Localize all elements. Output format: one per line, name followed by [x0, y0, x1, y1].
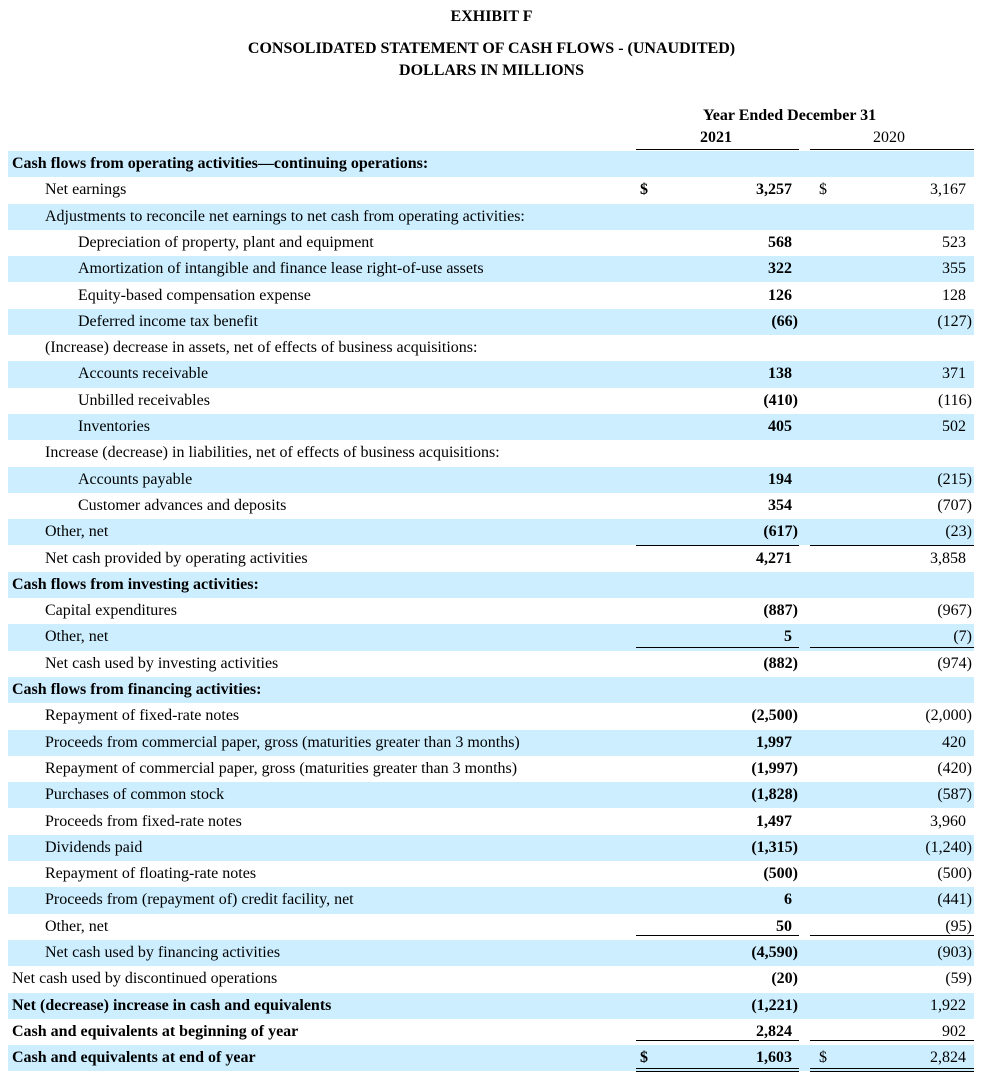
row-label: Cash flows from operating activities—continuing operations:	[12, 155, 429, 172]
value-2020: 420	[942, 733, 966, 751]
row-label: Net cash provided by operating activities	[45, 549, 308, 567]
subtotal-rule-financing-2021	[636, 935, 799, 936]
value-2020: (2,000)	[925, 707, 972, 725]
value-2020: 128	[942, 286, 966, 304]
value-2021: 1,997	[756, 733, 792, 751]
value-2021: 568	[768, 233, 792, 251]
value-2021: (1,221)	[751, 996, 798, 1014]
value-2021: (617)	[763, 523, 798, 541]
value-2021: 1,497	[756, 812, 792, 830]
value-2020: 3,167	[930, 181, 966, 199]
table-row	[8, 993, 974, 1019]
row-label: Customer advances and deposits	[78, 496, 287, 514]
table-row	[8, 572, 974, 598]
value-2021: 138	[768, 365, 792, 383]
value-2021: (1,828)	[751, 786, 798, 804]
table-row	[8, 151, 974, 177]
table-row	[8, 835, 974, 861]
subtotal-rule-financing-2020	[810, 935, 974, 936]
subtotal-rule-operating-2021	[636, 545, 799, 546]
row-label: Cash and equivalents at end of year	[12, 1049, 256, 1067]
dollar-sign-2020: $	[819, 1049, 827, 1067]
table-row	[8, 361, 974, 387]
total-double-rule-2021	[636, 1068, 799, 1072]
table-row	[8, 703, 974, 729]
subtotal-rule-operating-2020	[810, 545, 974, 546]
table-row	[8, 467, 974, 493]
row-label: Other, net	[45, 628, 109, 646]
subtotal-rule-netchange-2020	[810, 1040, 974, 1041]
subtotal-rule-netchange-2021	[636, 1040, 799, 1041]
value-2021: 354	[768, 496, 792, 514]
year-2021-header: 2021	[700, 129, 732, 146]
row-label: Cash flows from investing activities:	[12, 575, 259, 593]
value-2020: (7)	[953, 628, 972, 646]
value-2021: (2,500)	[751, 707, 798, 725]
value-2021: 126	[768, 286, 792, 304]
value-2021: 6	[784, 891, 792, 909]
table-row	[8, 756, 974, 782]
dollar-sign-2021: $	[640, 1049, 648, 1067]
value-2020: (967)	[937, 602, 972, 620]
table-row	[8, 440, 974, 466]
table-row	[8, 177, 974, 203]
row-label: Proceeds from fixed-rate notes	[45, 812, 242, 830]
row-label: Net cash used by investing activities	[45, 654, 279, 672]
dollar-sign-2021: $	[640, 181, 648, 199]
value-2021: 322	[768, 260, 792, 278]
table-row	[8, 887, 974, 913]
table-row	[8, 388, 974, 414]
row-label: Accounts payable	[78, 470, 193, 488]
value-2021: (4,590)	[751, 944, 798, 961]
value-2020: (974)	[937, 654, 972, 672]
row-label: Repayment of commercial paper, gross (maturities greater than 3 months)	[45, 759, 518, 777]
row-label: Unbilled receivables	[78, 391, 210, 409]
value-2020: 502	[942, 418, 966, 435]
statement-subtitle: DOLLARS IN MILLIONS	[399, 62, 584, 79]
row-label: Accounts receivable	[78, 365, 209, 383]
exhibit-label: EXHIBIT F	[450, 8, 533, 25]
table-row	[8, 283, 974, 309]
row-label: Net earnings	[45, 181, 127, 199]
row-label: (Increase) decrease in assets, net of effects of business acquisitions:	[45, 339, 478, 357]
row-label: Deferred income tax benefit	[78, 312, 258, 330]
value-2020: (420)	[937, 759, 972, 777]
value-2020: (59)	[945, 970, 972, 988]
value-2021: 4,271	[756, 549, 792, 567]
value-2020: (127)	[937, 312, 972, 330]
value-2020: (441)	[937, 891, 972, 909]
value-2021: (20)	[771, 970, 798, 988]
row-label: Repayment of fixed-rate notes	[45, 707, 240, 725]
row-label: Dividends paid	[45, 838, 143, 856]
row-label: Increase (decrease) in liabilities, net of effects of business acquisitions:	[45, 444, 500, 462]
value-2021: 1,603	[756, 1049, 792, 1067]
value-2021: (500)	[763, 865, 798, 883]
row-label: Net cash used by financing activities	[45, 944, 281, 961]
value-2020: 355	[942, 260, 966, 278]
table-row	[8, 414, 974, 440]
value-2020: 371	[942, 365, 966, 383]
value-2020: 1,922	[930, 996, 966, 1014]
statement-title: CONSOLIDATED STATEMENT OF CASH FLOWS - (UNAUDITED)	[247, 40, 736, 57]
table-row	[8, 493, 974, 519]
table-row	[8, 782, 974, 808]
subtotal-rule-investing-2020	[810, 647, 974, 648]
table-row	[8, 204, 974, 230]
row-label: Net (decrease) increase in cash and equivalents	[12, 996, 332, 1014]
row-label: Repayment of floating-rate notes	[45, 865, 257, 883]
row-label: Other, net	[45, 917, 109, 935]
value-2020: (903)	[937, 944, 972, 961]
value-2021: (1,997)	[751, 759, 798, 777]
value-2021: 3,257	[756, 181, 792, 199]
table-row	[8, 914, 974, 940]
value-2020: (500)	[937, 865, 972, 883]
row-label: Proceeds from commercial paper, gross (maturities greater than 3 months)	[45, 733, 520, 751]
value-2020: (1,240)	[925, 838, 972, 856]
row-label: Equity-based compensation expense	[78, 286, 311, 304]
value-2021: 405	[768, 418, 792, 435]
table-row	[8, 546, 974, 572]
row-label: Amortization of intangible and finance lease right-of-use assets	[78, 260, 484, 278]
row-label: Cash and equivalents at beginning of year	[12, 1022, 299, 1040]
value-2021: 50	[776, 917, 792, 935]
value-2021: 2,824	[756, 1022, 792, 1040]
table-row	[8, 309, 974, 335]
subtotal-rule-investing-2021	[636, 647, 799, 648]
table-row	[8, 677, 974, 703]
table-row	[8, 1019, 974, 1045]
value-2020: 902	[942, 1022, 966, 1040]
table-row	[8, 861, 974, 887]
row-label: Other, net	[45, 523, 109, 541]
table-row	[8, 519, 974, 545]
value-2021: 5	[784, 628, 792, 646]
value-2021: (410)	[763, 391, 798, 409]
table-row	[8, 335, 974, 361]
total-double-rule-2020	[810, 1068, 974, 1072]
table-row	[8, 598, 974, 624]
row-label: Inventories	[78, 418, 150, 435]
value-2021: (66)	[771, 312, 798, 330]
year-2020-header: 2020	[873, 129, 905, 146]
table-row	[8, 940, 974, 966]
dollar-sign-2020: $	[819, 181, 827, 199]
value-2020: 523	[942, 233, 966, 251]
value-2021: (882)	[763, 654, 798, 672]
row-label: Cash flows from financing activities:	[12, 681, 262, 698]
value-2020: 3,960	[930, 812, 966, 830]
row-label: Depreciation of property, plant and equipment	[78, 233, 374, 251]
row-label: Adjustments to reconcile net earnings to net cash from operating activities:	[45, 207, 525, 225]
table-row	[8, 966, 974, 992]
table-row	[8, 230, 974, 256]
row-label: Net cash used by discontinued operations	[12, 970, 278, 988]
table-row	[8, 730, 974, 756]
value-2021: (887)	[763, 602, 798, 620]
table-row	[8, 809, 974, 835]
period-header: Year Ended December 31	[703, 107, 877, 124]
value-2020: (95)	[945, 917, 972, 935]
row-label: Proceeds from (repayment of) credit facility, net	[45, 891, 354, 909]
value-2020: 2,824	[930, 1049, 966, 1067]
value-2021: 194	[768, 470, 792, 488]
row-label: Purchases of common stock	[45, 786, 225, 804]
table-row	[8, 256, 974, 282]
value-2021: (1,315)	[751, 838, 798, 856]
value-2020: 3,858	[930, 549, 966, 567]
table-row	[8, 651, 974, 677]
value-2020: (215)	[937, 470, 972, 488]
value-2020: (707)	[937, 496, 972, 514]
value-2020: (116)	[937, 391, 972, 409]
row-label: Capital expenditures	[45, 602, 177, 620]
value-2020: (587)	[937, 786, 972, 804]
value-2020: (23)	[945, 523, 972, 541]
